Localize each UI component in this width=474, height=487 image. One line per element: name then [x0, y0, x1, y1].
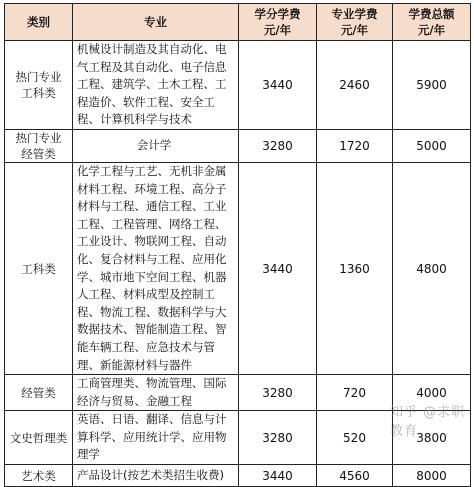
table-row: [5, 162, 471, 374]
category-cell: 艺术类: [5, 465, 73, 487]
major-fee-cell: 2460: [317, 41, 393, 130]
major-cell: 工商管理类、物流管理、国际经济与贸易、金融工程: [73, 375, 239, 411]
total-fee-cell: 4800: [393, 162, 471, 374]
major-cell: 机械设计制造及其自动化、电气工程及其自动化、电子信息工程、建筑学、土木工程、工程造价、软件工程、安全工程、计算机科学与技术: [73, 41, 239, 130]
header-category: 类别: [5, 4, 73, 41]
credit-fee-cell: 3440: [239, 465, 317, 487]
category-cell: 热门专业 工科类: [5, 41, 73, 130]
credit-fee-cell: 3440: [239, 41, 317, 130]
major-fee-cell: 720: [317, 375, 393, 411]
credit-fee-cell: 3280: [239, 129, 317, 162]
header-major: 专业: [73, 4, 239, 41]
major-fee-cell: 520: [317, 411, 393, 465]
major-fee-cell: 1360: [317, 162, 393, 374]
major-cell: 化学工程与工艺、无机非金属材料工程、环境工程、高分子材料与工程、通信工程、工业工程、工程管理、网络工程、工业设计、物联网工程、自动化、复合材料与工程、应用化学、城市地下空间工程、机器人工程、材料成型及控制工程、物流工程、数据科学与大数据技术、智能制造工程、智能车辆工程、应急技术与管理、新能源材料与器件: [73, 162, 239, 374]
major-cell: 英语、日语、翻译、信息与计算科学、应用统计学、应用物理学: [73, 411, 239, 465]
category-cell: 文史哲理类: [5, 411, 73, 465]
total-fee-cell: 4000: [393, 375, 471, 411]
category-cell: 经管类: [5, 375, 73, 411]
total-fee-cell: 8000: [393, 465, 471, 487]
category-cell: 热门专业 经管类: [5, 129, 73, 162]
header-total-fee: 学费总额 元/年: [393, 4, 471, 41]
header-major-fee: 专业学费 元/年: [317, 4, 393, 41]
category-cell: 工科类: [5, 162, 73, 374]
table-row: [5, 465, 471, 487]
credit-fee-cell: 3280: [239, 411, 317, 465]
major-fee-cell: 4560: [317, 465, 393, 487]
major-cell: 产品设计(按艺术类招生收费): [73, 465, 239, 487]
table-row: [5, 41, 471, 130]
total-fee-cell: 5900: [393, 41, 471, 130]
watermark: 知乎 @求职教育: [390, 405, 466, 439]
credit-fee-cell: 3440: [239, 162, 317, 374]
major-cell: 会计学: [73, 129, 239, 162]
credit-fee-cell: 3280: [239, 375, 317, 411]
table-row: [5, 129, 471, 162]
header-credit-fee: 学分学费 元/年: [239, 4, 317, 41]
header-row: [5, 4, 471, 41]
major-fee-cell: 1720: [317, 129, 393, 162]
total-fee-cell: 5000: [393, 129, 471, 162]
total-fee-cell: 3800: [393, 411, 471, 465]
